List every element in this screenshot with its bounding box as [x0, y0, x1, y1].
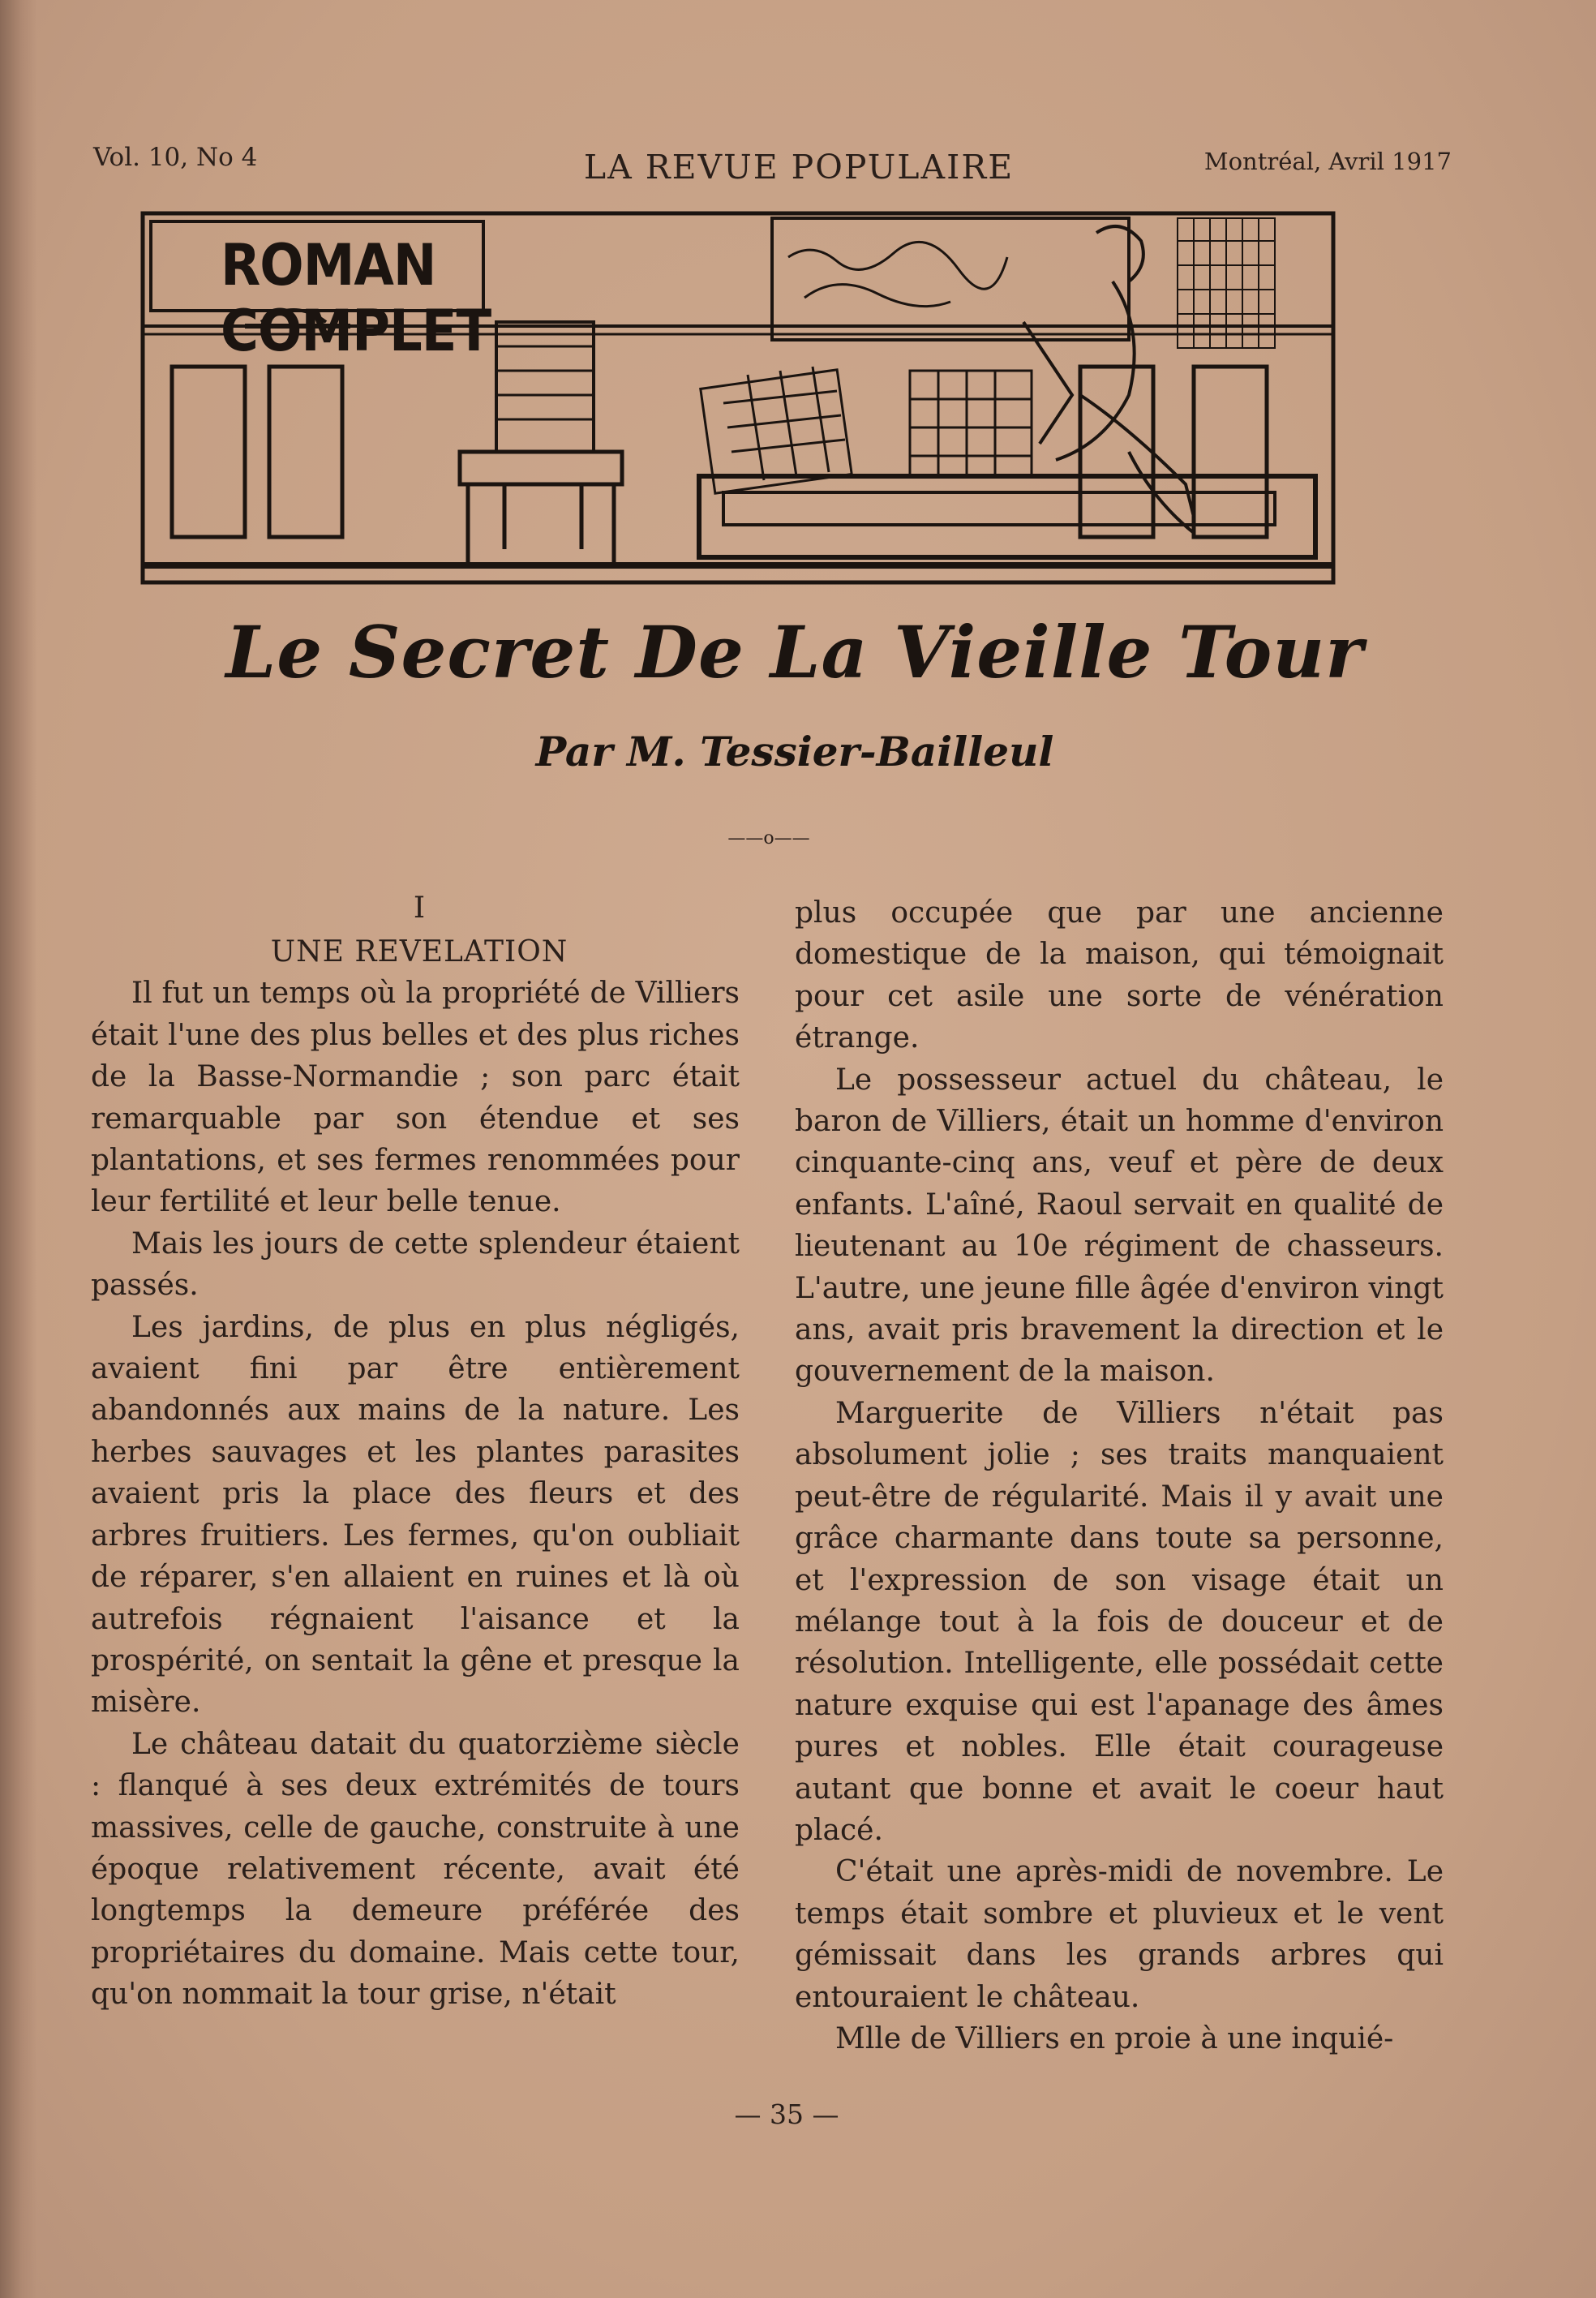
paragraph: C'était une après-midi de novembre. Le temps était sombre et pluvieux et le vent gémissait dans les grands arbres qui entouraient le château.	[795, 1855, 1444, 2014]
page-header	[93, 143, 1452, 191]
left-text-column	[91, 887, 740, 2016]
roman-complet-label: ROMAN COMPLET	[221, 233, 491, 365]
paragraph: Marguerite de Villiers n'était pas absolument jolie ; ses traits manquaient peut-être de régularité. Mais il y avait une grâce charmante dans toute sa personne, et l'expression de son visage était un mélange tout à la fois de douceur et de résolution. Intelligente, elle possédait cette nature exquise qui est l'apanage des âmes pures et nobles. Elle était courageuse autant que bonne et avait le coeur haut placé.	[795, 1396, 1444, 1847]
paragraph: Mlle de Villiers en proie à une inquié-	[835, 2021, 1394, 2055]
issue-date: Montréal, Avril 1917	[1203, 148, 1452, 175]
chapter-number: I	[413, 891, 426, 925]
chapter-title: UNE REVELATION	[270, 935, 568, 969]
title-ornament: ——o——	[727, 828, 810, 848]
paragraph-continuation: plus occupée que par une ancienne domestique de la maison, qui témoignait pour cet asile une sorte de vénération étrange.	[795, 896, 1444, 1055]
paragraph: Le possesseur actuel du château, le baron de Villiers, était un homme d'environ cinquante-cinq ans, veuf et père de deux enfants. L'aîné, Raoul servait en qualité de lieutenant au 10e régiment de chasseurs. L'autre, une jeune fille âgée d'environ vingt ans, avait pris bravement la direction et le gouvernement de la maison.	[795, 1063, 1444, 1389]
page-binding-edge	[0, 0, 37, 2298]
paragraph: Le château datait du quatorzième siècle : flanqué à ses deux extrémités de tours massives, celle de gauche, construite à une époque relativement récente, avait été longtemps la demeure préférée des propriétaires du domaine. Mais cette tour, qu'on nommait la tour grise, n'était	[91, 1727, 740, 2012]
publication-title: LA REVUE POPULAIRE	[583, 148, 1015, 187]
volume-number: Vol. 10, No 4	[93, 143, 258, 172]
right-text-column	[795, 892, 1444, 2060]
page-number: — 35 —	[734, 2098, 839, 2130]
story-author: Par M. Tessier-Bailleul	[535, 728, 1054, 775]
story-title: Le Secret De La Vieille Tour	[225, 610, 1364, 694]
paragraph: Il fut un temps où la propriété de Villiers était l'une des plus belles et des plus riches de la Basse-Normandie ; son parc était remarquable par son étendue et ses plantations, et ses fermes renommées pour leur fertilité et leur belle tenue.	[91, 977, 740, 1219]
header-illustration	[139, 208, 1338, 590]
paragraph: Mais les jours de cette splendeur étaient passés.	[91, 1226, 740, 1303]
paragraph: Les jardins, de plus en plus négligés, avaient fini par être entièrement abandonnés aux mains de la nature. Les herbes sauvages et les plantes parasites avaient pris la place des fleurs et des arbres fruitiers. Les fermes, qu'on oubliait de réparer, s'en allaient en ruines et là où autrefois régnaient l'aisance et la prospérité, on sentait la gêne et presque la misère.	[91, 1310, 740, 1720]
